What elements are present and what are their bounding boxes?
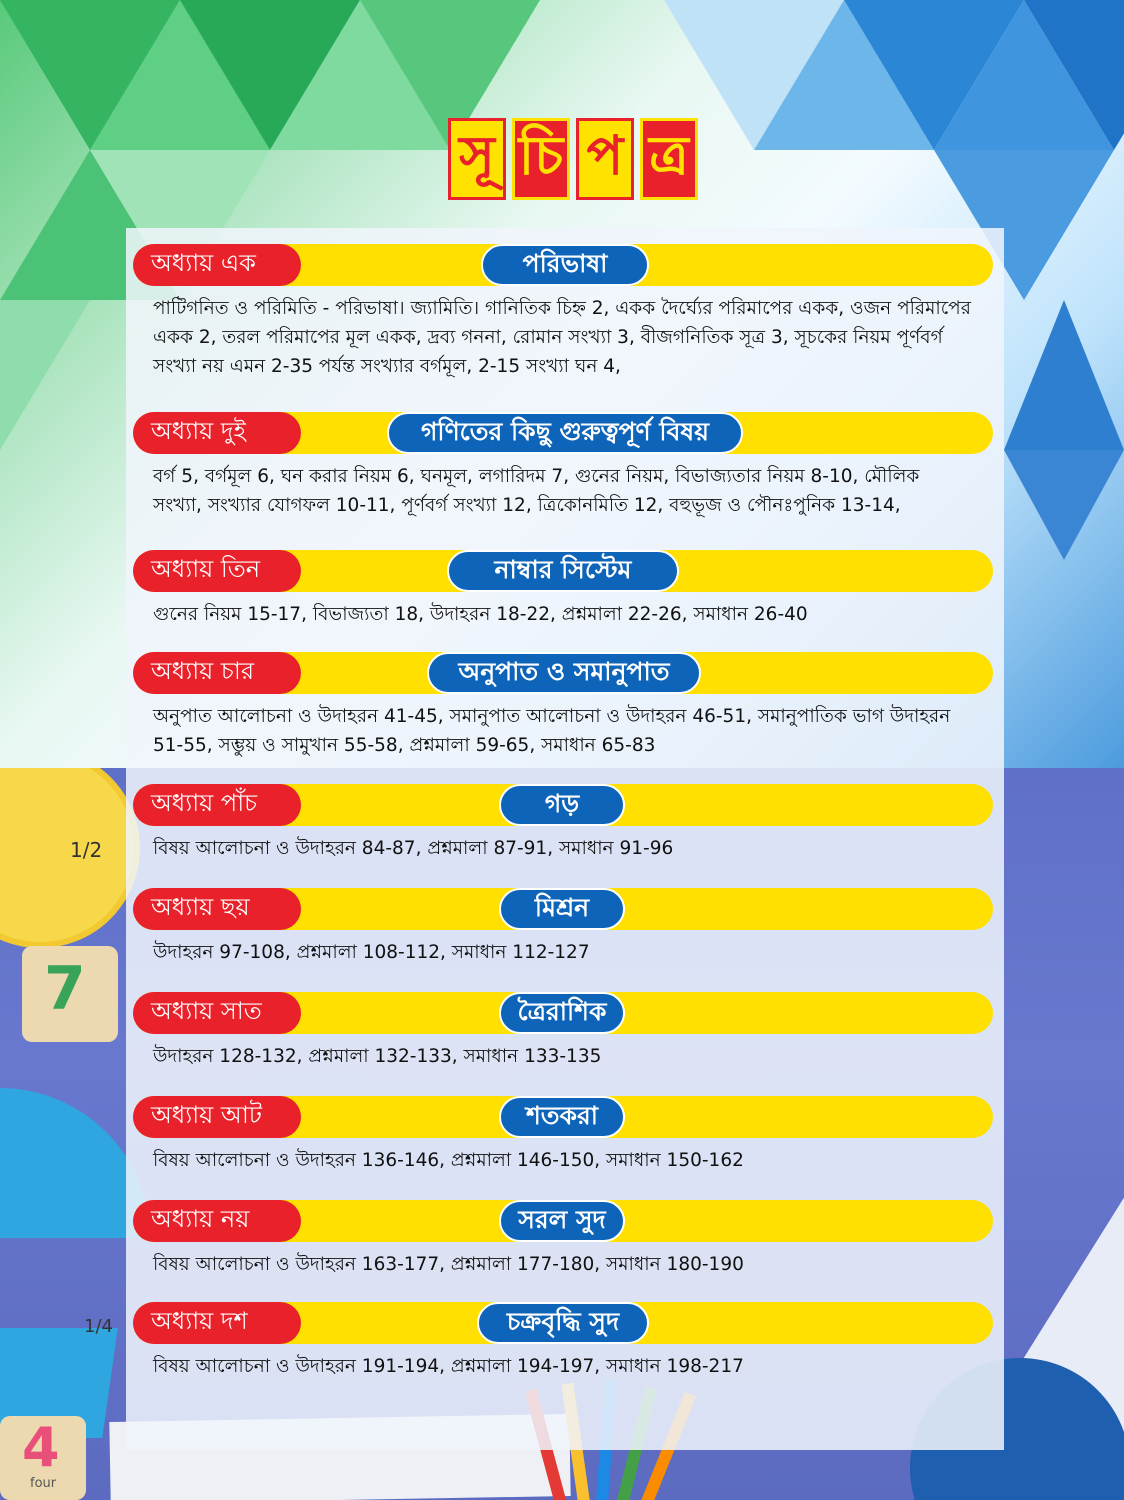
title-char-4: ত্র [640, 118, 698, 200]
chapter-bar [133, 1200, 993, 1242]
chapter-bar [133, 652, 993, 694]
title-char-2: চি [512, 118, 570, 200]
chapter-6 [133, 888, 993, 967]
chapter-title: পরিভাষা [481, 244, 649, 286]
chapter-title: সরল সুদ [499, 1200, 625, 1242]
chapter-bar [133, 1302, 993, 1344]
chapter-title: নাম্বার সিস্টেম [447, 550, 679, 592]
chapter-8 [133, 1096, 993, 1175]
chapter-title: ত্রৈরাশিক [499, 992, 625, 1034]
chapter-description: বিষয় আলোচনা ও উদাহরন 136-146, প্রশ্নমালা 146-150, সমাধান 150-162 [153, 1150, 744, 1171]
chapter-label: অধ্যায় এক [133, 244, 301, 286]
chapter-9 [133, 1200, 993, 1279]
block-seven-label: 7 [44, 954, 86, 1024]
chapter-label: অধ্যায় দশ [133, 1302, 301, 1344]
chapter-4 [133, 652, 993, 760]
chapter-title: চক্রবৃদ্ধি সুদ [477, 1302, 649, 1344]
chapter-label: অধ্যায় তিন [133, 550, 301, 592]
chapter-label: অধ্যায় নয় [133, 1200, 301, 1242]
chapter-description: গুনের নিয়ম 15-17, বিভাজ্যতা 18, উদাহরন 18-22, প্রশ্নমালা 22-26, সমাধান 26-40 [153, 604, 808, 625]
chapter-label: অধ্যায় চার [133, 652, 301, 694]
chapter-description: উদাহরন 97-108, প্রশ্নমালা 108-112, সমাধান 112-127 [153, 942, 590, 963]
chapter-bar [133, 888, 993, 930]
fraction-half-label: 1/2 [70, 838, 103, 862]
chapter-title: গণিতের কিছু গুরুত্বপূর্ণ বিষয় [387, 412, 743, 454]
page-title [448, 118, 698, 200]
chapter-description: পাটিগনিত ও পরিমিতি - পরিভাষা। জ্যামিতি। গানিতিক চিহ্ন 2, একক দৈর্ঘ্যের পরিমাপের একক, ওজন পরিমাপের একক 2, তরল পরিমাপের মূল একক, দ্রব্য গননা, রোমান সংখ্যা 3, বীজগনিতিক সূত্র 3, সূচকের নিয়ম পূর্ণবর্গ সংখ্যা নয় এমন 2-35 পর্যন্ত সংখ্যার বর্গমূল, 2-15 সংখ্যা ঘন 4, [153, 298, 971, 377]
chapter-description: বর্গ 5, বর্গমূল 6, ঘন করার নিয়ম 6, ঘনমূল, লগারিদম 7, গুনের নিয়ম, বিভাজ্যতার নিয়ম 8-10, মৌলিক সংখ্যা, সংখ্যার যোগফল 10-11, পূর্ণবর্গ সংখ্যা 12, ত্রিকোনমিতি 12, বহুভূজ ও পৌনঃপুনিক 13-14, [153, 466, 920, 516]
chapter-description: বিষয় আলোচনা ও উদাহরন 84-87, প্রশ্নমালা 87-91, সমাধান 91-96 [153, 838, 674, 859]
chapter-5 [133, 784, 993, 863]
chapter-description: বিষয় আলোচনা ও উদাহরন 163-177, প্রশ্নমালা 177-180, সমাধান 180-190 [153, 1254, 744, 1275]
chapter-description: বিষয় আলোচনা ও উদাহরন 191-194, প্রশ্নমালা 194-197, সমাধান 198-217 [153, 1356, 744, 1377]
chapter-1 [133, 244, 993, 381]
chapter-7 [133, 992, 993, 1071]
chapter-label: অধ্যায় সাত [133, 992, 301, 1034]
chapter-3 [133, 550, 993, 629]
chapter-title: গড় [499, 784, 625, 826]
chapter-title: শতকরা [499, 1096, 625, 1138]
chapter-description: উদাহরন 128-132, প্রশ্নমালা 132-133, সমাধান 133-135 [153, 1046, 602, 1067]
fraction-quarter-label: 1/4 [84, 1316, 113, 1337]
chapter-bar [133, 1096, 993, 1138]
chapter-bar [133, 784, 993, 826]
block-four-word: four [30, 1476, 57, 1491]
chapter-2 [133, 412, 993, 520]
chapter-title: অনুপাত ও সমানুপাত [427, 652, 701, 694]
chapter-bar [133, 412, 993, 454]
title-char-3: প [576, 118, 634, 200]
chapter-label: অধ্যায় দুই [133, 412, 301, 454]
chapter-label: অধ্যায় ছয় [133, 888, 301, 930]
chapter-bar [133, 992, 993, 1034]
chapter-label: অধ্যায় পাঁচ [133, 784, 301, 826]
chapter-description: অনুপাত আলোচনা ও উদাহরন 41-45, সমানুপাত আলোচনা ও উদাহরন 46-51, সমানুপাতিক ভাগ উদাহরন 51-55, সম্ভুয় ও সামুখান 55-58, প্রশ্নমালা 59-65, সমাধান 65-83 [153, 706, 951, 756]
chapter-label: অধ্যায় আট [133, 1096, 301, 1138]
chapter-bar [133, 244, 993, 286]
chapter-title: মিশ্রন [499, 888, 625, 930]
chapter-bar [133, 550, 993, 592]
title-char-1: সূ [448, 118, 506, 200]
chapter-10 [133, 1302, 993, 1381]
block-four-label: 4 [22, 1416, 60, 1479]
